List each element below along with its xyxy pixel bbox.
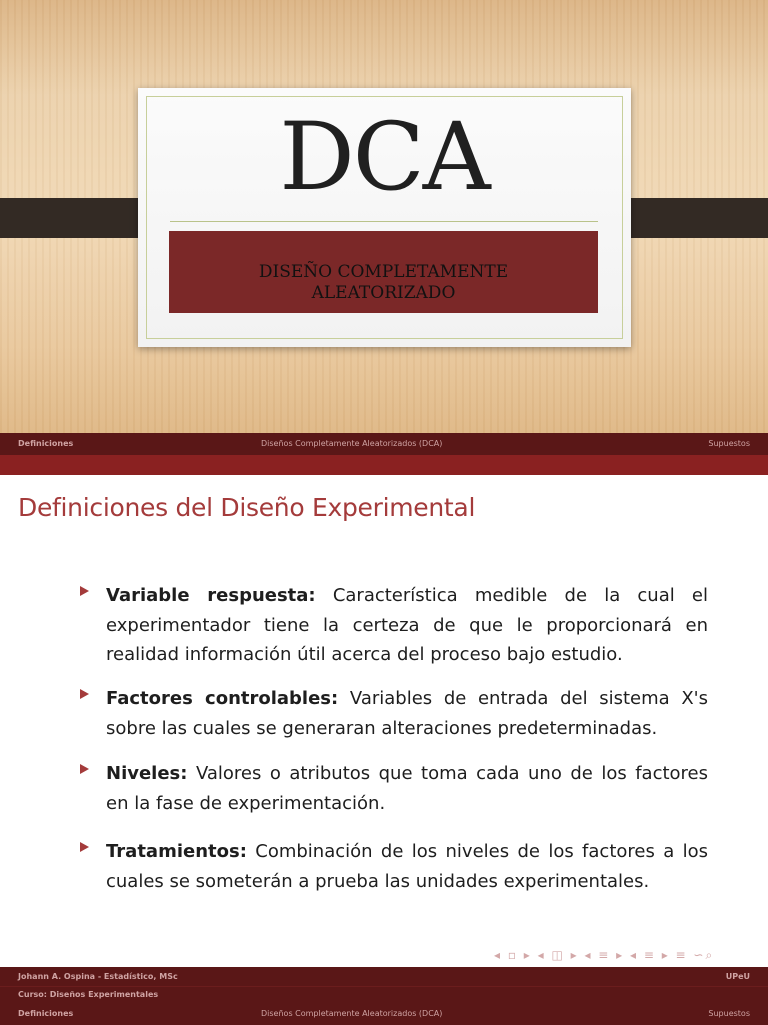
footer-author: Johann A. Ospina - Estadístico, MSc (18, 972, 178, 981)
header-section-left[interactable]: Definiciones (18, 439, 74, 448)
bullet-triangle-icon (80, 689, 89, 699)
next-header-left[interactable]: Definiciones (18, 1009, 74, 1018)
bullet-triangle-icon (80, 842, 89, 852)
bullet-description: Variables de entrada del sistema X's sobre las cuales se generaran alteraciones predeterminadas. (106, 688, 708, 739)
next-header-right[interactable]: Supuestos (708, 1009, 750, 1018)
subtitle-line-1: DISEÑO COMPLETAMENTE (258, 262, 509, 282)
title-divider (170, 221, 598, 222)
bullet-description: Combinación de los niveles de los factores a los cuales se someterán a prueba las unidades experimentales. (106, 841, 708, 892)
header-section-right[interactable]: Supuestos (708, 439, 750, 448)
bullet-text (106, 684, 708, 743)
bullet-description: Característica medible de la cual el experimentador tiene la certeza de que le proporcionará en realidad información útil acerca del proceso bajo estudio. (106, 585, 708, 665)
header-bar (0, 433, 768, 455)
bullet-triangle-icon (80, 764, 89, 774)
slide-title: DCA (279, 103, 489, 212)
bullet-term: Niveles: (106, 763, 188, 784)
bullet-term: Factores controlables: (106, 688, 339, 709)
subtitle-line-2: ALEATORIZADO (311, 283, 456, 303)
bullet-description: Valores o atributos que toma cada uno de los factores en la fase de experimentación. (106, 763, 708, 814)
bullet-term: Variable respuesta: (106, 585, 316, 606)
next-slide-header (0, 986, 768, 1025)
bullet-triangle-icon (80, 586, 89, 596)
footer-course: Curso: Diseños Experimentales (18, 990, 159, 999)
header-section-center[interactable]: Diseños Completamente Aleatorizados (DCA) (261, 439, 443, 448)
bullet-text (106, 581, 708, 670)
bullet-term: Tratamientos: (106, 841, 247, 862)
footer-institution: UPeU (725, 972, 750, 981)
definitions-slide (0, 433, 768, 1024)
beamer-navigation-icons[interactable]: ◂ ▫ ▸ ◂ ◫ ▸ ◂ ≡ ▸ ◂ ≡ ▸ ≡ ∽⌕ (494, 948, 715, 962)
next-header-center[interactable]: Diseños Completamente Aleatorizados (DCA) (261, 1009, 443, 1018)
title-slide (0, 0, 768, 433)
footer-bar (0, 967, 768, 986)
bullet-text (106, 837, 708, 896)
slide-subtitle (169, 262, 598, 304)
frame-title: Definiciones del Diseño Experimental (18, 493, 476, 522)
bullet-text (106, 759, 708, 818)
header-strip (0, 455, 768, 475)
